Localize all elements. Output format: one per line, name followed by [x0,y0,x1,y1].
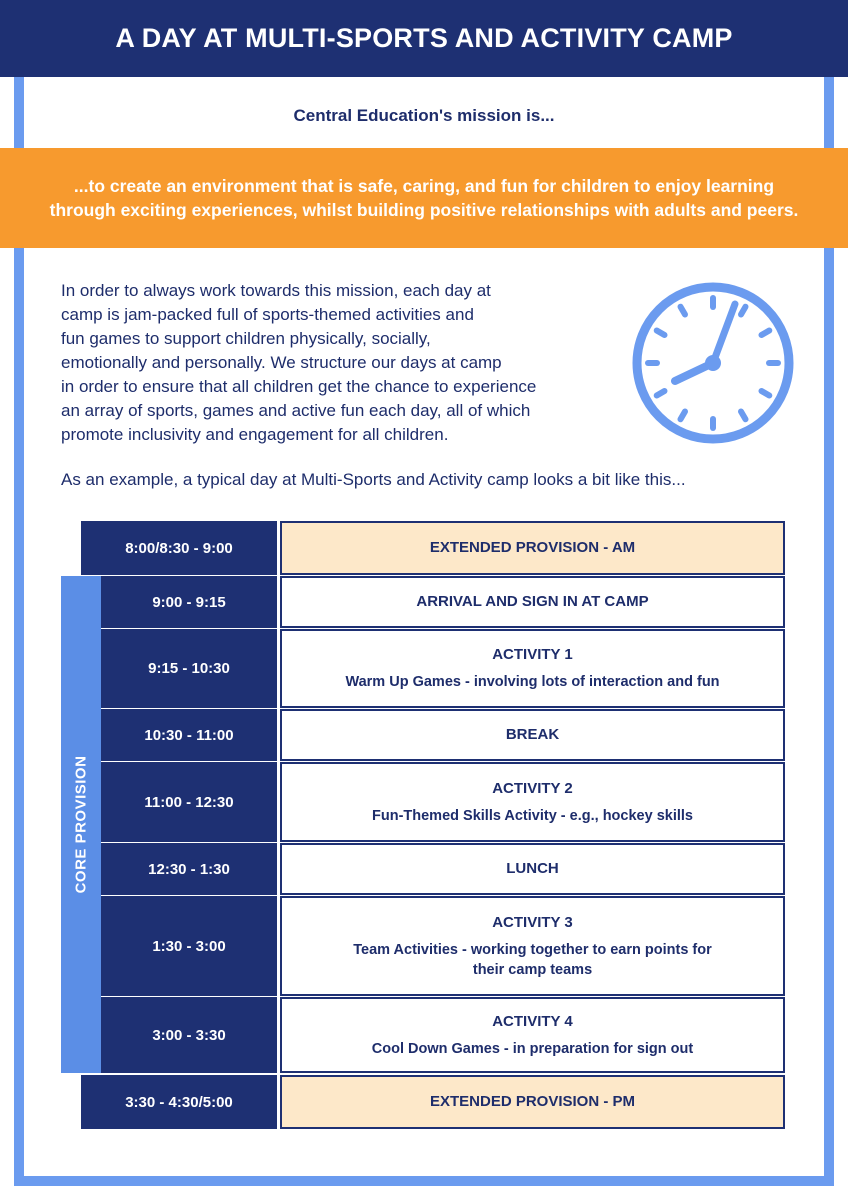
activity-title: LUNCH [506,860,559,877]
schedule-row [101,762,785,842]
schedule-row [101,709,785,761]
schedule-time: 3:00 - 3:30 [101,997,277,1073]
mission-intro: Central Education's mission is... [293,106,555,125]
activity-description: Warm Up Games - involving lots of interaction and fun [345,674,720,690]
schedule-row [101,629,785,708]
activity-title: ARRIVAL AND SIGN IN AT CAMP [416,593,649,610]
schedule-row [101,576,785,628]
activity-title: ACTIVITY 2 [492,779,573,797]
example-intro: As an example, a typical day at Multi-Sports and Activity camp looks a bit like this... [61,470,686,489]
intro-paragraph [61,279,621,447]
schedule-activity [280,629,785,708]
page-title: A DAY AT MULTI-SPORTS AND ACTIVITY CAMP [115,23,733,53]
schedule-time: 1:30 - 3:00 [101,896,277,996]
activity-description: Team Activities - working together to earn points for [353,941,712,958]
intro-line: camp is jam-packed full of sports-themed activities and [61,305,474,324]
schedule-activity [280,1075,785,1129]
activity-title: BREAK [505,726,560,743]
intro-line: fun games to support children physically, socially, [61,329,431,348]
activity-description: Cool Down Games - in preparation for sign out [371,1040,694,1057]
schedule-activity [280,709,785,761]
schedule-activity [280,576,785,628]
activity-title: EXTENDED PROVISION - AM [429,539,636,556]
schedule-activity [280,762,785,842]
schedule-activity [280,521,785,575]
intro-line: an array of sports, games and active fun each day, all of which [61,401,531,420]
activity-title: EXTENDED PROVISION - PM [429,1093,636,1110]
intro-line: In order to always work towards this mission, each day at [61,281,491,300]
schedule-activity [280,896,785,996]
intro-line: in order to ensure that all children get the chance to experience [61,377,537,396]
schedule-row [101,843,785,895]
activity-description-line-2: their camp teams [472,961,593,978]
schedule-row [101,997,785,1073]
core-provision-bar [61,576,101,1073]
schedule-time: 3:30 - 4:30/5:00 [81,1075,277,1129]
activity-title: ACTIVITY 3 [492,913,573,931]
activity-description: Fun-Themed Skills Activity - e.g., hockey skills [372,807,693,824]
clock-icon [630,280,796,446]
schedule-time: 11:00 - 12:30 [101,762,277,842]
schedule-time: 10:30 - 11:00 [101,709,277,761]
schedule-row [81,521,785,575]
activity-title: ACTIVITY 4 [492,1012,573,1030]
activity-title: ACTIVITY 1 [492,646,573,663]
schedule-row [81,1075,785,1129]
schedule-time: 9:15 - 10:30 [101,629,277,708]
mission-line-2: through exciting experiences, whilst building positive relationships with adults and peers. [49,200,799,220]
core-provision-label: CORE PROVISION [72,755,90,894]
schedule-activity [280,997,785,1073]
schedule-time: 12:30 - 1:30 [101,843,277,895]
intro-line: promote inclusivity and engagement for all children. [61,425,449,444]
schedule-time: 8:00/8:30 - 9:00 [81,521,277,575]
schedule-row [101,896,785,996]
schedule-activity [280,843,785,895]
mission-statement [0,148,848,248]
page-header [0,0,848,77]
intro-line: emotionally and personally. We structure our days at camp [61,353,502,372]
schedule-time: 9:00 - 9:15 [101,576,277,628]
mission-line-1: ...to create an environment that is safe, caring, and fun for children to enjoy learning [73,176,775,196]
